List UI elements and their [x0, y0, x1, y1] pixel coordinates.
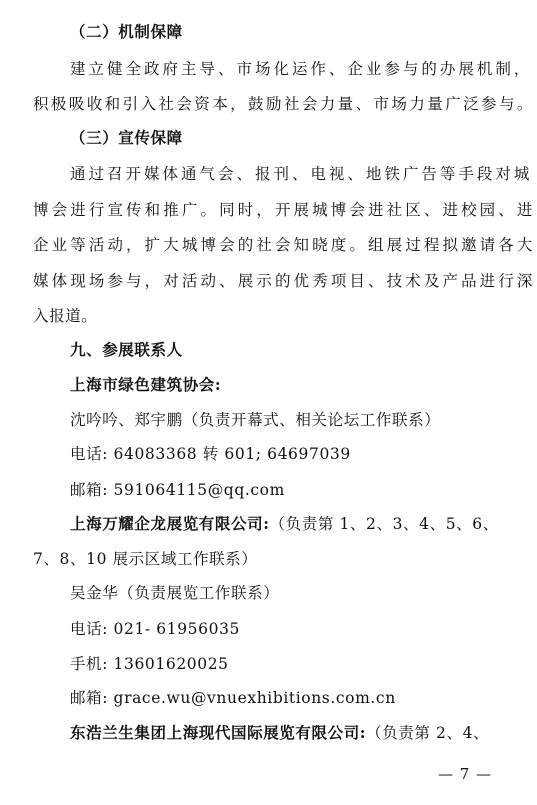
contact-email: 邮箱: grace.wu@vnuexhibitions.com.cn — [70, 689, 396, 707]
paragraph-line: 建立健全政府主导、市场化运作、企业参与的办展机制， — [70, 60, 530, 78]
contact-phone: 电话: 021- 61956035 — [70, 620, 240, 638]
contact-org-vnu: 上海万耀企龙展览有限公司: — [70, 514, 270, 533]
contact-email: 邮箱: 591064115@qq.com — [70, 481, 285, 499]
contact-person: 吴金华（负责展览工作联系） — [70, 584, 280, 602]
contact-scope: （负责第 2、4、 — [366, 724, 490, 742]
paragraph-line: 博会进行宣传和推广。同时，开展城博会进社区、进校园、进 — [33, 201, 533, 219]
contact-phone: 电话: 64083368 转 601; 64697039 — [70, 445, 351, 463]
page-number: — 7 — — [437, 765, 493, 783]
section-heading-publicity: （三）宣传保障 — [70, 128, 183, 147]
paragraph-line: 媒体现场参与，对活动、展示的优秀项目、技术及产品进行深 — [33, 272, 533, 290]
paragraph-line: 企业等活动，扩大城博会的社会知晓度。组展过程拟邀请各大 — [33, 236, 533, 254]
contact-mobile: 手机: 13601620025 — [70, 655, 229, 673]
section-heading-mechanism: （二）机制保障 — [70, 22, 183, 41]
section-heading-contacts: 九、参展联系人 — [70, 340, 183, 359]
contact-scope-continued: 7、8、10 展示区域工作联系） — [33, 550, 258, 568]
paragraph-line: 通过召开媒体通气会、报刊、电视、地铁广告等手段对城 — [70, 165, 530, 183]
contact-person: 沈吟吟、郑宇鹏（负责开幕式、相关论坛工作联系） — [70, 411, 441, 429]
contact-org-line — [70, 514, 530, 534]
contact-scope: （负责第 1、2、3、4、5、6、 — [269, 515, 499, 533]
contact-org-line — [70, 723, 530, 743]
contact-org-donghao-lansheng: 东浩兰生集团上海现代国际展览有限公司: — [70, 723, 367, 742]
paragraph-line: 积极吸收和引入社会资本，鼓励社会力量、市场力量广泛参与。 — [33, 95, 533, 113]
paragraph-line: 入报道。 — [33, 307, 98, 325]
contact-org-green-building: 上海市绿色建筑协会: — [70, 375, 222, 394]
